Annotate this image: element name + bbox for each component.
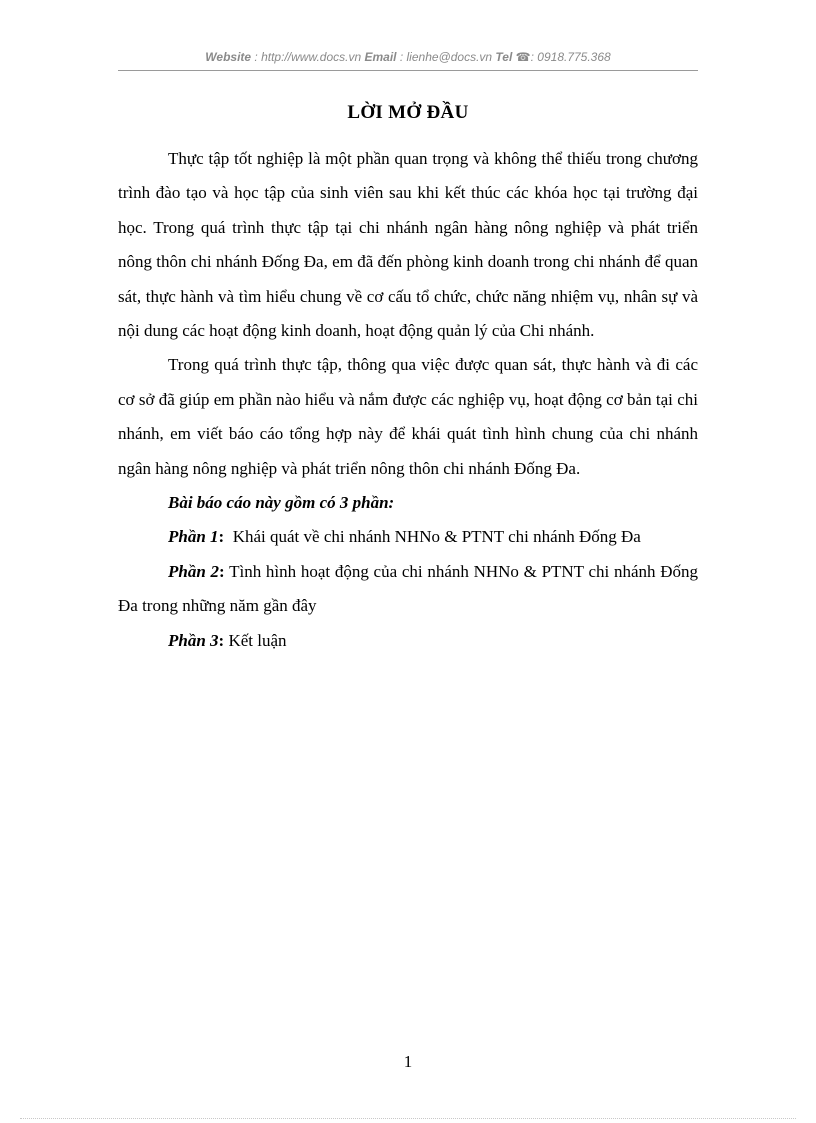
- page-number: 1: [403, 1052, 413, 1071]
- document-body: [118, 142, 698, 658]
- page-bottom-border: [20, 1118, 796, 1119]
- header-website-value: : http://www.docs.vn: [254, 50, 362, 64]
- part-2-text: Tình hình hoạt động của chi nhánh NHNo & PTNT chi nhánh Đống Đa trong những năm gần đây: [118, 561, 698, 616]
- telephone-icon: ☎: [515, 50, 531, 64]
- part-1-text: Khái quát về chi nhánh NHNo & PTNT chi nhánh Đống Đa: [232, 527, 641, 547]
- part-2-label: Phần 2: [168, 561, 220, 581]
- page-title: LỜI MỞ ĐẦU: [347, 102, 469, 123]
- outline-part-2: Phần 2: Tình hình hoạt động của chi nhánh NHNo & PTNT chi nhánh Đống Đa trong những năm gần đây: [118, 561, 698, 616]
- part-1-label: Phần 1: [168, 527, 219, 547]
- outline-part-3: Phần 3: Kết luận: [168, 630, 287, 650]
- part-3-text: Kết luận: [228, 630, 287, 650]
- outline-part-1: Phần 1: Khái quát về chi nhánh NHNo & PTNT chi nhánh Đống Đa: [168, 527, 641, 547]
- part-3-label: Phần 3: [168, 630, 219, 650]
- header-email-value: : lienhe@docs.vn: [399, 50, 493, 64]
- header-divider: [118, 70, 698, 71]
- page-header: [118, 50, 698, 64]
- header-email-label: Email: [364, 50, 397, 64]
- header-tel-value: : 0918.775.368: [530, 50, 611, 64]
- header-tel-label: Tel: [495, 50, 513, 64]
- intro-paragraph-1: Thực tập tốt nghiệp là một phần quan trọng và không thể thiếu trong chương trình đào tạo và học tập của sinh viên sau khi kết thúc các khóa học tại trường đại học. Trong quá trình thực tập tại chi nhánh ngân hàng nông nghiệp và phát triển nông thôn chi nhánh Đống Đa, em đã đến phòng kinh doanh trong chi nhánh để quan sát, thực hành và tìm hiểu chung về cơ cấu tổ chức, chức năng nhiệm vụ, nhân sự và nội dung các hoạt động kinh doanh, hoạt động quản lý của Chi nhánh.: [118, 149, 698, 341]
- outline-heading: Bài báo cáo này gồm có 3 phần:: [168, 493, 395, 513]
- header-website-label: Website: [205, 50, 252, 64]
- intro-paragraph-2: Trong quá trình thực tập, thông qua việc được quan sát, thực hành và đi các cơ sở đã giúp em phần nào hiểu và nắm được các nghiệp vụ, hoạt động cơ bản tại chi nhánh, em viết báo cáo tổng hợp này để khái quát tình hình chung của chi nhánh ngân hàng nông nghiệp và phát triển nông thôn chi nhánh Đống Đa.: [118, 355, 698, 478]
